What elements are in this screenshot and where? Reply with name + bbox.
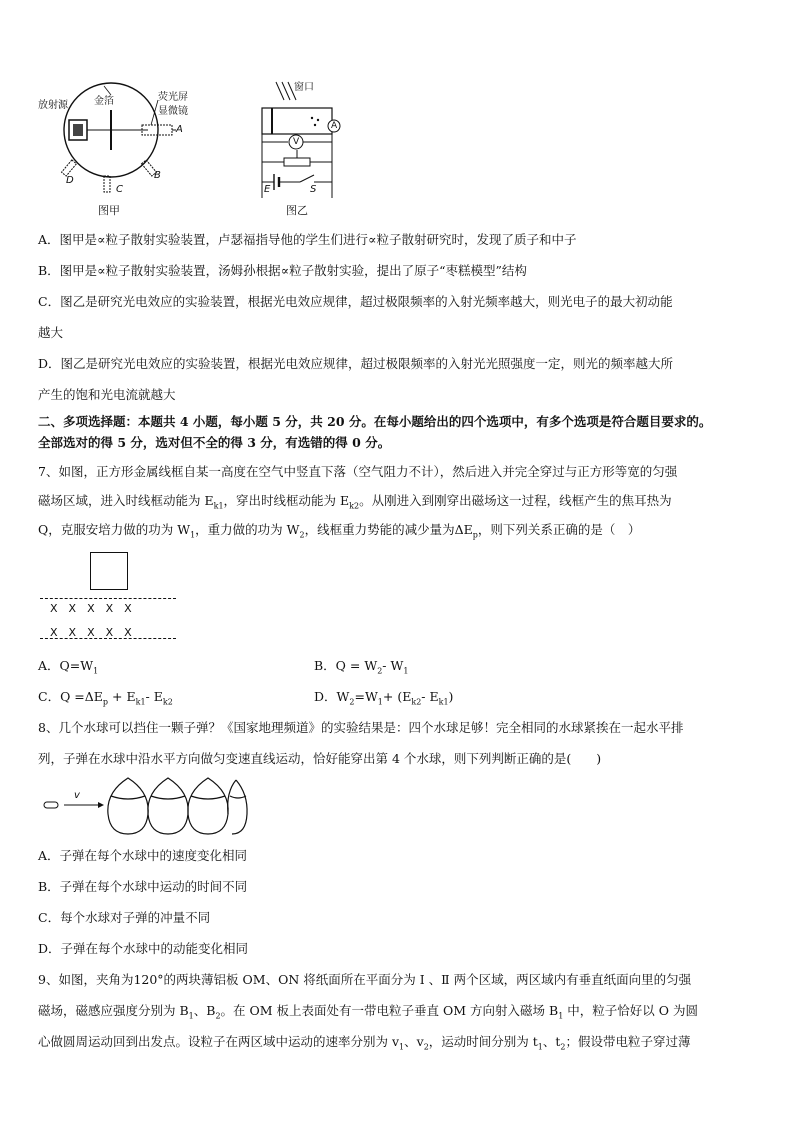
q7-l3-sub1: 1 [190,530,196,540]
q7-opt-d-end: ) [448,689,454,704]
q7-opt-a-text: A．Q=W [38,658,94,673]
q9-l2-sub1: 1 [188,1011,194,1021]
q6-option-c-cont: 越大 [38,325,64,340]
label-s: S [310,184,317,195]
q6-option-c: C．图乙是研究光电效应的实验装置，根据光电效应规律，超过极限频率的入射光频率越大，则光电子的最大初动能 [38,294,673,309]
q7-l3-a: Q，克服安培力做的功为 W [38,522,191,537]
figure-yi [252,78,362,220]
label-a: A [176,124,183,135]
q7-opt-b-text: B．Q = W [314,658,378,673]
q7-option-b [314,656,408,676]
label-voltmeter: V [293,137,300,147]
q7-opt-c-sub3: k2 [162,697,173,707]
q7-opt-d-mid3: - E [421,689,439,704]
q9-l3-a: 心做圆周运动回到出发点。设粒子在两区域中运动的速率分别为 v [38,1034,400,1049]
q7-opt-c-mid2: - E [145,689,163,704]
q9-l3-sub3: 1 [537,1042,543,1052]
q9-l3-sub2: 2 [423,1042,429,1052]
q7-opt-d-sub3: k2 [411,697,422,707]
q7-stem-line1: 7、如图，正方形金属线框自某一高度在空气中竖直下落（空气阻力不计），然后进入并完全穿过与正方形等宽的匀强 [38,464,678,479]
section2-heading: 二、多项选择题：本题共 4 小题，每小题 5 分，共 20 分。在每小题给出的四个选项中，有多个选项是符合题目要求的。 [38,414,712,429]
q9-l3-e: ；假设带电粒子穿过薄 [565,1034,691,1049]
q7-option-c [38,687,173,707]
label-c: C [116,184,123,195]
q7-opt-c-text: C．Q =ΔE [38,689,103,704]
label-window: 窗口 [294,82,314,93]
q7-l3-d: ，则下列关系正确的是（ ） [477,522,641,537]
q7-l2-c: 。从刚进入到刚穿出磁场这一过程，线框产生的焦耳热为 [359,493,672,508]
field-marks-bottom: X X X X X [50,626,132,639]
figure-yi-caption: 图乙 [286,204,308,217]
water-balls-diagram [40,772,250,838]
label-b: B [154,170,161,181]
q9-l2-b: 、B [193,1003,216,1018]
q9-l3-b: 、v [404,1034,424,1049]
q7-opt-d-mid: =W [354,689,378,704]
label-source: 放射源 [38,100,68,111]
q9-stem-line1: 9、如图，夹角为120°的两块薄铝板 OM、ON 将纸面所在平面分为 Ⅰ 、Ⅱ 两个区域，两区域内有垂直纸面向里的匀强 [38,972,692,987]
q7-opt-c-sub: p [102,697,109,707]
label-screen: 荧光屏 [158,92,188,103]
q7-l2-sub1: k1 [213,501,224,511]
q9-l2-d: 中，粒子恰好以 O 为圆 [563,1003,698,1018]
section2-heading-cont: 全部选对的得 5 分，选对但不全的得 3 分，有选错的得 0 分。 [38,435,391,450]
q7-opt-a-sub: 1 [93,666,99,676]
q7-opt-d-mid2: + (E [382,689,412,704]
q8-stem-line2: 列，子弹在水球中沿水平方向做匀变速直线运动，恰好能穿出第 4 个水球，则下列判断正确的是( ) [38,751,602,766]
q7-opt-d-sub4: k1 [438,697,449,707]
label-foil: 金箔 [94,96,114,107]
label-e: E [264,184,271,195]
q9-stem-line3 [38,1032,691,1052]
label-d: D [66,175,74,186]
q9-l3-sub1: 1 [399,1042,405,1052]
square-loop [90,552,128,590]
q7-option-a [38,656,98,676]
q6-option-d: D．图乙是研究光电效应的实验装置，根据光电效应规律，超过极限频率的入射光光照强度一定，则光的频率越大所 [38,356,674,371]
q9-l2-c: 。在 OM 板上表面处有一带电粒子垂直 OM 方向射入磁场 B [220,1003,559,1018]
q8-option-c: C．每个水球对子弹的冲量不同 [38,910,211,925]
q7-opt-d-sub2: 1 [377,697,383,707]
figure-jia-caption: 图甲 [98,204,120,217]
q7-l2-a: 磁场区域，进入时线框动能为 E [38,493,214,508]
q8-option-b: B．子弹在每个水球中运动的时间不同 [38,879,248,894]
q7-opt-b-end: - W [382,658,404,673]
q7-opt-c-sub2: k1 [135,697,146,707]
figure-jia [36,80,206,220]
q9-l2-sub3: 1 [558,1011,564,1021]
q6-option-a: A．图甲是∝粒子散射实验装置，卢瑟福指导他的学生们进行∝粒子散射研究时，发现了质子和中子 [38,232,577,247]
q7-opt-b-sub2: 1 [403,666,409,676]
q9-l3-sub4: 2 [560,1042,566,1052]
q9-l3-c: ，运动时间分别为 t [428,1034,538,1049]
q6-option-b: B．图甲是∝粒子散射实验装置，汤姆孙根据∝粒子散射实验，提出了原子“枣糕模型”结构 [38,263,527,278]
photoelectric-circuit-diagram [252,78,362,220]
q9-l2-a: 磁场，磁感应强度分别为 B [38,1003,189,1018]
q6-option-d-cont: 产生的饱和光电流就越大 [38,387,176,402]
q9-stem-line2 [38,1001,698,1021]
q7-l2-sub2: k2 [349,501,360,511]
velocity-label: v [74,790,80,801]
q9-l3-d: 、t [542,1034,561,1049]
q7-stem-line3 [38,520,640,540]
q7-option-d [314,687,453,707]
q7-stem-line2 [38,491,672,511]
field-boundary-top [40,598,176,599]
q7-opt-b-sub: 2 [377,666,383,676]
field-boundary-bottom [40,638,176,639]
q8-figure [40,772,250,838]
q7-l3-b: ，重力做的功为 W [195,522,300,537]
q9-l2-sub2: 2 [215,1011,221,1021]
q7-l3-sub3: p [472,530,478,540]
q7-figure [40,548,180,644]
q7-l3-c: ，线框重力势能的减少量为ΔE [304,522,473,537]
q7-opt-d-text: D．W [314,689,350,704]
q7-opt-d-sub: 2 [349,697,355,707]
q8-option-a: A．子弹在每个水球中的速度变化相同 [38,848,248,863]
q7-l3-sub2: 2 [299,530,305,540]
label-ammeter: A [331,121,338,131]
q7-opt-c-mid: + E [108,689,136,704]
q8-option-d: D．子弹在每个水球中的动能变化相同 [38,941,249,956]
label-microscope: 显微镜 [158,106,188,117]
q7-l2-b: ，穿出时线框动能为 E [223,493,350,508]
q8-stem-line1: 8、几个水球可以挡住一颗子弹？《国家地理频道》的实验结果是：四个水球足够！完全相同的水球紧挨在一起水平排 [38,720,684,735]
field-marks-top: X X X X X [50,602,132,615]
